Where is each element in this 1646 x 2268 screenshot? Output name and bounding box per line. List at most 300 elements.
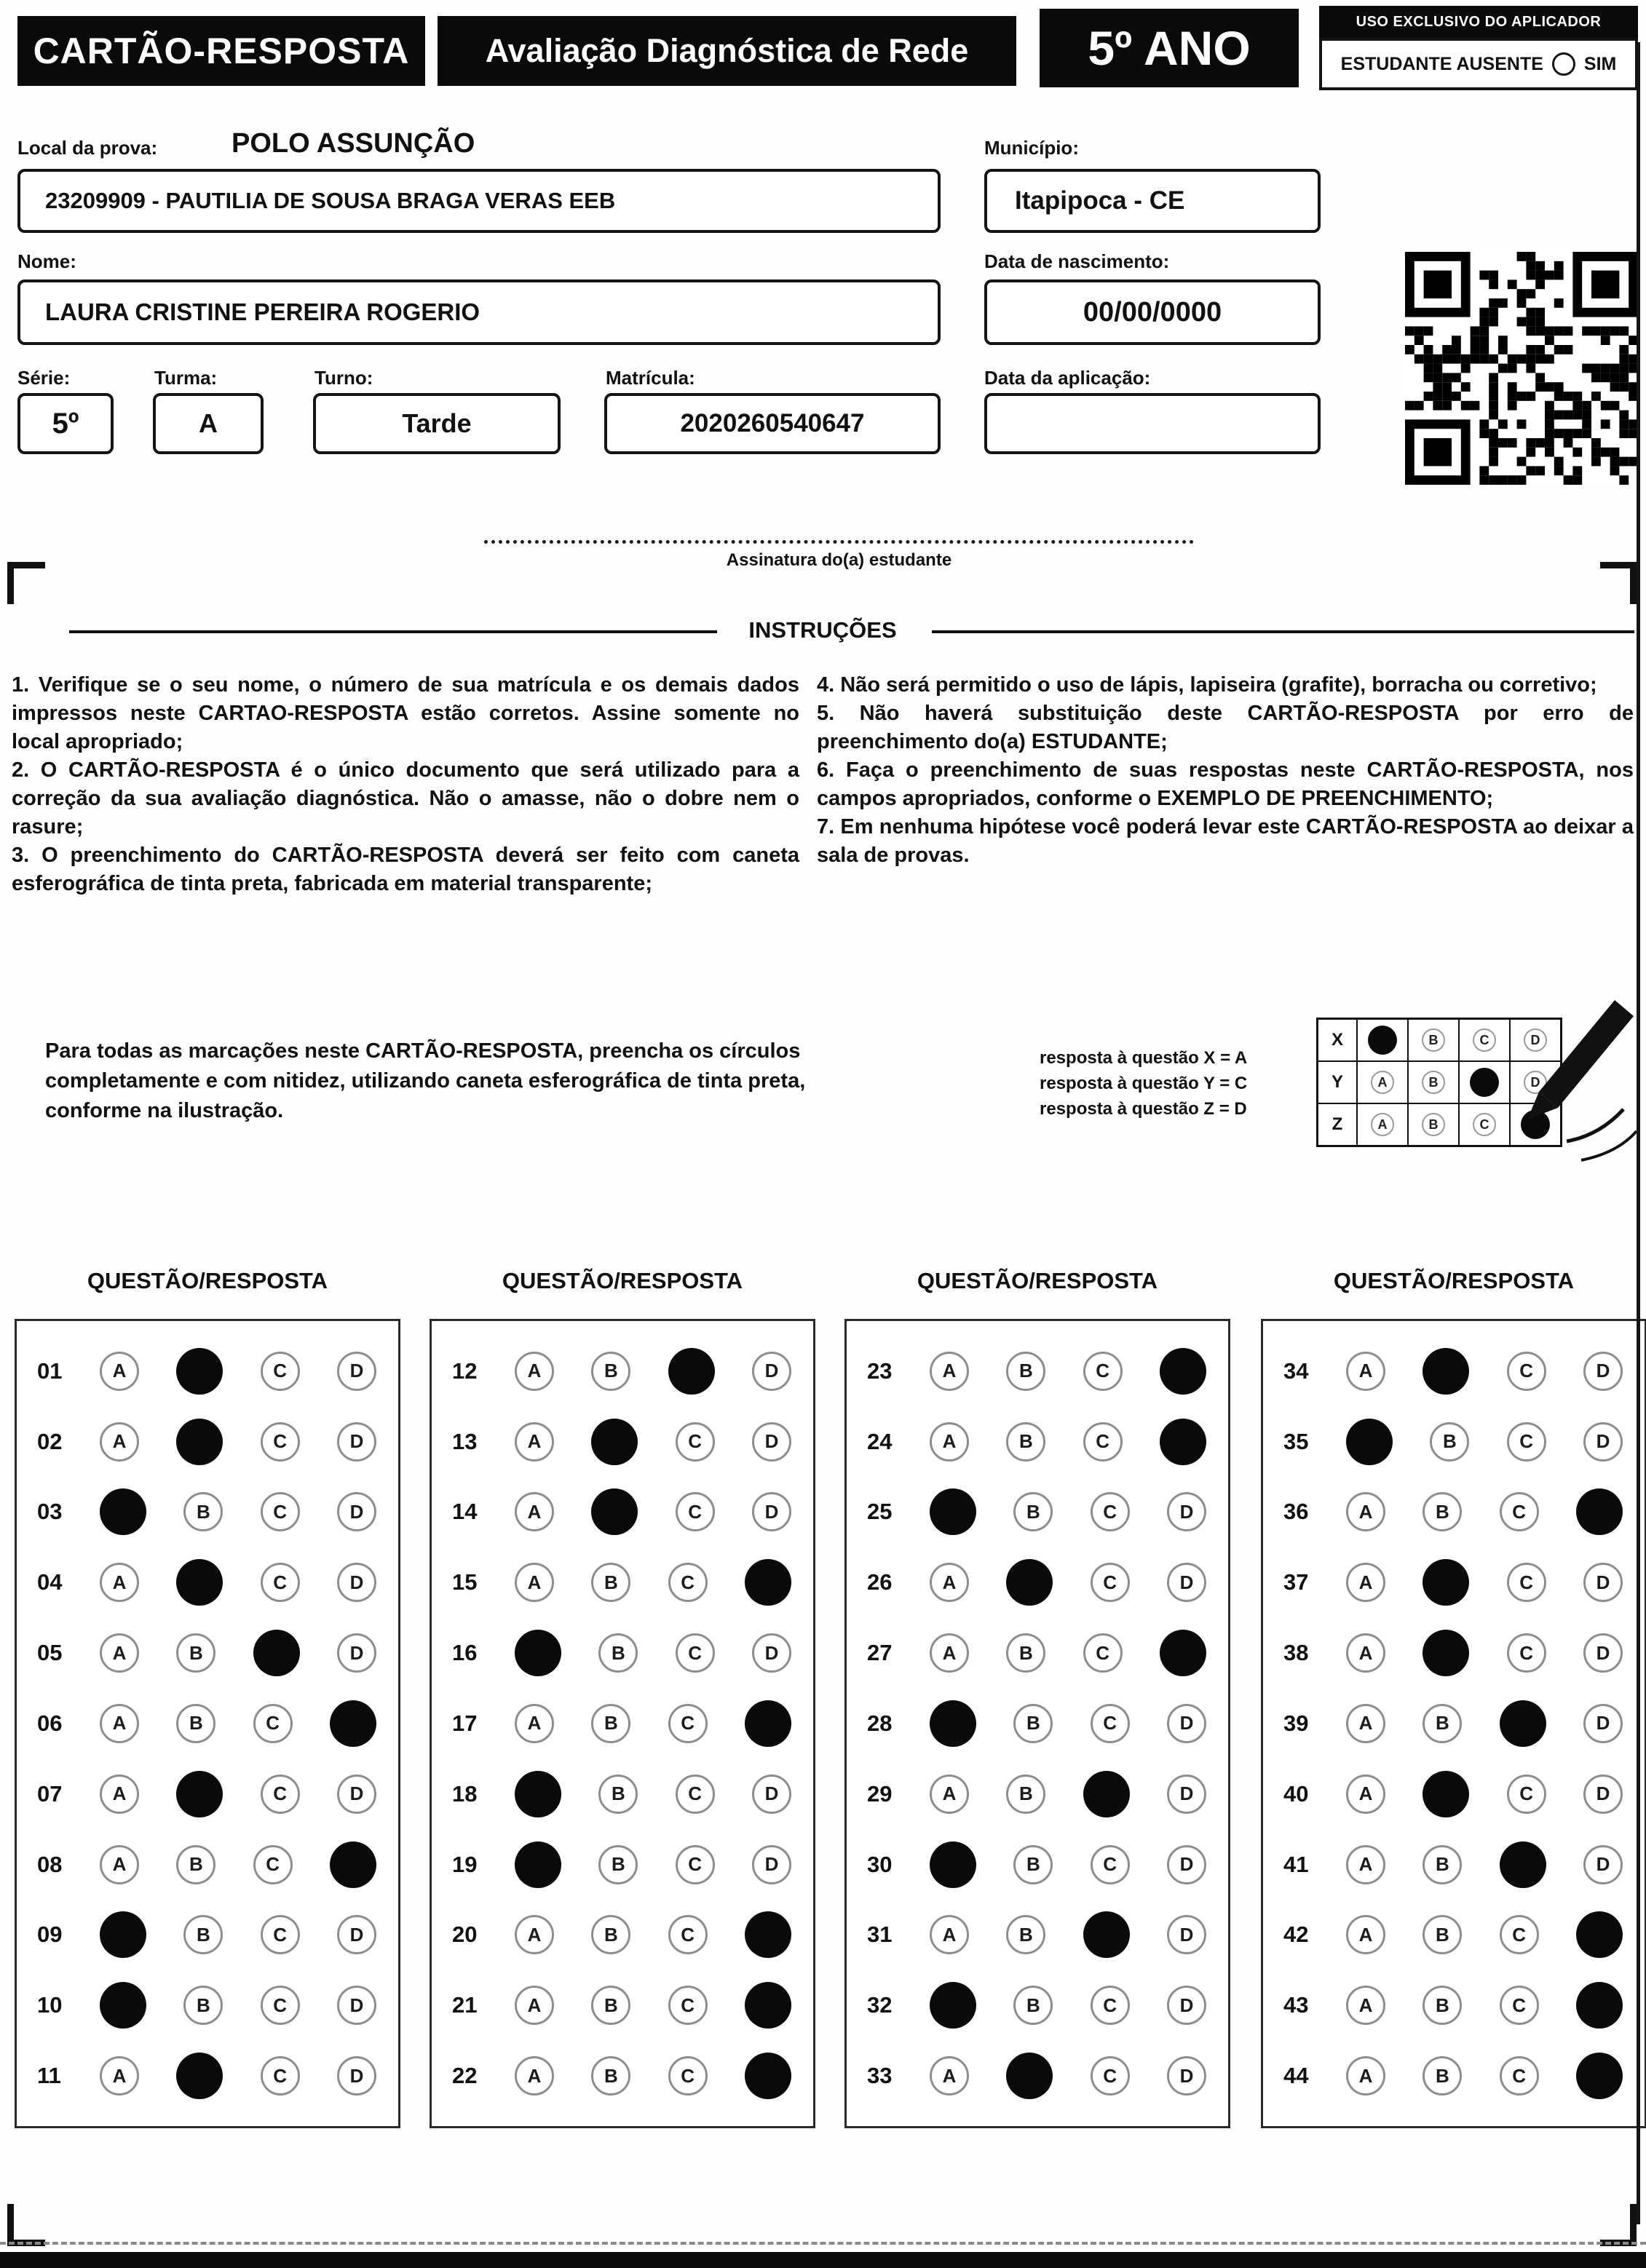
- example-cell-b: [1407, 1104, 1458, 1145]
- bubble-a[interactable]: A: [930, 1633, 969, 1673]
- bubble-a-filled[interactable]: [930, 1700, 976, 1747]
- question-row: [1263, 1559, 1645, 1606]
- bubble-a[interactable]: A: [1346, 1563, 1385, 1602]
- bubble-d[interactable]: D: [752, 1775, 791, 1814]
- crop-mark-bottom-right: [1600, 2204, 1637, 2246]
- option-bubbles: [930, 2053, 1212, 2099]
- question-number: 28: [867, 1710, 893, 1736]
- question-number: 01: [37, 1357, 63, 1384]
- answer-column: [430, 1319, 815, 2128]
- bubble-c[interactable]: C: [1507, 1775, 1546, 1814]
- bubble-c[interactable]: C: [1083, 1633, 1123, 1673]
- bubble-d-filled[interactable]: [745, 1982, 791, 2029]
- bubble-a[interactable]: A: [1346, 1492, 1385, 1531]
- bubble-c[interactable]: C: [261, 1422, 300, 1462]
- bubble-b[interactable]: B: [591, 1563, 630, 1602]
- option-bubbles: [930, 1419, 1212, 1465]
- bubble-c[interactable]: C: [676, 1422, 715, 1462]
- question-number: 39: [1283, 1710, 1309, 1736]
- bubble-d-filled[interactable]: [1576, 2053, 1623, 2099]
- crop-mark-bottom-left: [7, 2204, 45, 2246]
- local-value: POLO ASSUNÇÃO: [232, 128, 475, 159]
- bubble-a-filled[interactable]: [1346, 1419, 1393, 1465]
- bubble-b[interactable]: B: [176, 1704, 215, 1743]
- question-row: [432, 2053, 813, 2099]
- bubble-d[interactable]: D: [1167, 1775, 1206, 1814]
- question-row: [17, 1771, 398, 1817]
- bubble-b-filled[interactable]: [1006, 2053, 1053, 2099]
- question-row: [17, 1559, 398, 1606]
- bubble-b[interactable]: B: [598, 1775, 638, 1814]
- bubble-d-filled[interactable]: [1576, 1488, 1623, 1535]
- answer-column-header: QUESTÃO/RESPOSTA: [502, 1268, 743, 1293]
- student-absent-bubble[interactable]: [1552, 52, 1575, 76]
- bubble-c[interactable]: C: [1500, 2056, 1539, 2095]
- option-bubbles: [515, 1982, 797, 2029]
- bubble-b[interactable]: B: [591, 2056, 630, 2095]
- bubble-a-filled[interactable]: [930, 1982, 976, 2029]
- bubble-d[interactable]: D: [752, 1422, 791, 1462]
- bubble-b[interactable]: B: [1013, 1986, 1053, 2025]
- bubble-b[interactable]: B: [1430, 1422, 1469, 1462]
- bubble-b[interactable]: B: [1013, 1492, 1053, 1531]
- answer-column-header: QUESTÃO/RESPOSTA: [87, 1268, 328, 1293]
- bubble-d[interactable]: D: [1167, 1492, 1206, 1531]
- bubble-d-filled[interactable]: [330, 1841, 376, 1888]
- bubble-c[interactable]: C: [668, 2056, 708, 2095]
- bubble-b-filled[interactable]: [176, 1348, 223, 1395]
- bubble-b[interactable]: B: [1013, 1845, 1053, 1884]
- bubble-d[interactable]: D: [1583, 1352, 1623, 1391]
- bubble-b[interactable]: B: [183, 1492, 223, 1531]
- bubble-d-filled[interactable]: [1160, 1630, 1206, 1676]
- question-row: [847, 1559, 1228, 1606]
- question-number: 17: [452, 1710, 478, 1736]
- bubble-a[interactable]: A: [1346, 2056, 1385, 2095]
- bubble-a[interactable]: A: [515, 1492, 554, 1531]
- bubble-d[interactable]: D: [1167, 1915, 1206, 1954]
- example-label-z: resposta à questão Z = D: [1040, 1099, 1247, 1119]
- question-number: 07: [37, 1780, 63, 1807]
- question-number: 22: [452, 2063, 478, 2089]
- bubble-a[interactable]: A: [515, 1352, 554, 1391]
- bubble-b[interactable]: B: [1423, 1845, 1462, 1884]
- bubble-c[interactable]: C: [1091, 1704, 1130, 1743]
- bubble-b[interactable]: B: [591, 1352, 630, 1391]
- bubble-b[interactable]: B: [1423, 1492, 1462, 1531]
- bubble-c-filled[interactable]: [1083, 1911, 1130, 1958]
- question-number: 19: [452, 1851, 478, 1877]
- bubble-a-filled[interactable]: [515, 1771, 561, 1817]
- bubble-b[interactable]: B: [1423, 2056, 1462, 2095]
- bubble-a[interactable]: A: [515, 1915, 554, 1954]
- bubble-d[interactable]: D: [1583, 1845, 1623, 1884]
- bubble-b-filled[interactable]: [176, 1419, 223, 1465]
- question-number: 16: [452, 1640, 478, 1666]
- bubble-b[interactable]: B: [1006, 1775, 1045, 1814]
- question-row: [847, 1911, 1228, 1958]
- bubble-b[interactable]: B: [591, 1915, 630, 1954]
- question-row: [847, 1771, 1228, 1817]
- question-row: [847, 1700, 1228, 1747]
- turno-field: [313, 393, 561, 454]
- example-option-bubble: A: [1371, 1071, 1394, 1094]
- example-option-bubble: B: [1422, 1028, 1445, 1052]
- bubble-c[interactable]: C: [1507, 1563, 1546, 1602]
- example-row-label: X: [1331, 1030, 1343, 1050]
- applicator-box: [1319, 6, 1638, 90]
- grade-badge: 5º ANO: [1040, 9, 1299, 87]
- bubble-a-filled[interactable]: [100, 1488, 146, 1535]
- question-number: 18: [452, 1780, 478, 1807]
- bubble-d[interactable]: D: [337, 1775, 376, 1814]
- bubble-b-filled[interactable]: [1423, 1630, 1469, 1676]
- bubble-c[interactable]: C: [261, 1915, 300, 1954]
- bubble-b[interactable]: B: [176, 1633, 215, 1673]
- bubble-b[interactable]: B: [1423, 1704, 1462, 1743]
- option-bubbles: [930, 1559, 1212, 1606]
- bubble-d[interactable]: D: [752, 1845, 791, 1884]
- question-number: 25: [867, 1499, 893, 1525]
- bubble-c[interactable]: C: [676, 1492, 715, 1531]
- bubble-b[interactable]: B: [1423, 1986, 1462, 2025]
- answer-column: [844, 1319, 1230, 2128]
- bubble-b[interactable]: B: [1006, 1633, 1045, 1673]
- bubble-d-filled[interactable]: [745, 1700, 791, 1747]
- bubble-d[interactable]: D: [1167, 1845, 1206, 1884]
- signature-line[interactable]: [484, 540, 1194, 544]
- bubble-c[interactable]: C: [668, 1915, 708, 1954]
- bubble-a-filled[interactable]: [515, 1630, 561, 1676]
- example-option-bubble: D: [1524, 1071, 1547, 1094]
- bubble-d[interactable]: D: [337, 1986, 376, 2025]
- bubble-d[interactable]: D: [1167, 1986, 1206, 2025]
- example-row-label: Z: [1332, 1114, 1343, 1134]
- bubble-a[interactable]: A: [515, 1563, 554, 1602]
- bubble-b-filled[interactable]: [591, 1419, 638, 1465]
- bubble-d[interactable]: D: [1167, 2056, 1206, 2095]
- question-number: 14: [452, 1499, 478, 1525]
- bubble-a[interactable]: A: [1346, 1915, 1385, 1954]
- question-number: 24: [867, 1428, 893, 1454]
- aplicacao-field[interactable]: [984, 393, 1321, 454]
- bubble-c-filled[interactable]: [1083, 1771, 1130, 1817]
- question-number: 35: [1283, 1428, 1309, 1454]
- question-number: 41: [1283, 1851, 1309, 1877]
- bubble-d[interactable]: D: [337, 1352, 376, 1391]
- option-bubbles: [1346, 1630, 1629, 1676]
- question-row: [1263, 1771, 1645, 1817]
- question-number: 31: [867, 1922, 893, 1948]
- bubble-a-filled[interactable]: [100, 1911, 146, 1958]
- instruction-item: 1. Verifique se o seu nome, o número de sua matrícula e os demais dados impressos neste CARTAO-RESPOSTA estão corretos. Assine somente no local apropriado;: [12, 673, 799, 753]
- bubble-a[interactable]: A: [1346, 1986, 1385, 2025]
- option-bubbles: [100, 1559, 382, 1606]
- question-row: [432, 1488, 813, 1535]
- option-bubbles: [515, 2053, 797, 2099]
- bubble-b-filled[interactable]: [1423, 1559, 1469, 1606]
- question-number: 40: [1283, 1780, 1309, 1807]
- option-bubbles: [100, 1700, 382, 1747]
- fill-example-text: Para todas as marcações neste CARTÃO-RESPOSTA, preencha os círculos completamente e com nitidez, utilizando caneta esferográfica de tinta preta, conforme na ilustração.: [45, 1039, 806, 1122]
- bubble-d[interactable]: D: [337, 1492, 376, 1531]
- question-number: 32: [867, 1992, 893, 2018]
- option-bubbles: [1346, 1488, 1629, 1535]
- instruction-item: 6. Faça o preenchimento de suas respostas neste CARTÃO-RESPOSTA, nos campos apropriados, conforme o EXEMPLO DE PREENCHIMENTO;: [817, 758, 1634, 810]
- bubble-d[interactable]: D: [1583, 1563, 1623, 1602]
- question-row: [847, 1982, 1228, 2029]
- question-number: 33: [867, 2063, 893, 2089]
- bubble-d-filled[interactable]: [1576, 1911, 1623, 1958]
- question-row: [1263, 2053, 1645, 2099]
- bubble-c[interactable]: C: [253, 1845, 293, 1884]
- bubble-d-filled[interactable]: [745, 1911, 791, 1958]
- bubble-a[interactable]: A: [930, 1563, 969, 1602]
- question-number: 06: [37, 1710, 63, 1736]
- bubble-a[interactable]: A: [100, 1422, 139, 1462]
- bubble-c[interactable]: C: [1500, 1986, 1539, 2025]
- example-option-bubble: B: [1422, 1113, 1445, 1136]
- bubble-d[interactable]: D: [1167, 1563, 1206, 1602]
- signature-label: Assinatura do(a) estudante: [726, 550, 952, 570]
- nome-value: LAURA CRISTINE PEREIRA ROGERIO: [45, 298, 480, 325]
- bubble-c[interactable]: C: [261, 1986, 300, 2025]
- bubble-a[interactable]: A: [100, 1352, 139, 1391]
- bubble-c[interactable]: C: [1500, 1492, 1539, 1531]
- bubble-b[interactable]: B: [1006, 1422, 1045, 1462]
- bubble-d-filled[interactable]: [745, 1559, 791, 1606]
- bubble-a-filled[interactable]: [515, 1841, 561, 1888]
- bubble-c-filled[interactable]: [1500, 1700, 1546, 1747]
- bubble-b[interactable]: B: [598, 1845, 638, 1884]
- bubble-a[interactable]: A: [515, 1986, 554, 2025]
- bubble-c[interactable]: C: [253, 1704, 293, 1743]
- option-bubbles: [515, 1348, 797, 1395]
- bubble-c[interactable]: C: [1091, 1986, 1130, 2025]
- question-number: 02: [37, 1428, 63, 1454]
- bubble-b[interactable]: B: [598, 1633, 638, 1673]
- bubble-a[interactable]: A: [930, 1775, 969, 1814]
- bubble-b[interactable]: B: [1423, 1915, 1462, 1954]
- bubble-d[interactable]: D: [1583, 1775, 1623, 1814]
- bubble-c-filled[interactable]: [668, 1348, 715, 1395]
- nascimento-field: [984, 279, 1321, 345]
- bubble-d[interactable]: D: [1167, 1704, 1206, 1743]
- bubble-d[interactable]: D: [1583, 1633, 1623, 1673]
- bubble-b[interactable]: B: [1006, 1352, 1045, 1391]
- bubble-c[interactable]: C: [1091, 1845, 1130, 1884]
- bubble-d[interactable]: D: [337, 1633, 376, 1673]
- bubble-d[interactable]: D: [337, 1915, 376, 1954]
- instructions-divider-left: [69, 630, 717, 633]
- bubble-d[interactable]: D: [337, 1563, 376, 1602]
- bubble-c[interactable]: C: [1091, 1563, 1130, 1602]
- bubble-b-filled[interactable]: [176, 1559, 223, 1606]
- bubble-a[interactable]: A: [930, 1352, 969, 1391]
- bubble-c[interactable]: C: [1091, 1492, 1130, 1531]
- option-bubbles: [930, 1348, 1212, 1395]
- question-row: [432, 1700, 813, 1747]
- option-bubbles: [1346, 2053, 1629, 2099]
- applicator-exclusive-label: USO EXCLUSIVO DO APLICADOR: [1319, 6, 1638, 38]
- question-number: 37: [1283, 1569, 1309, 1595]
- bubble-b-filled[interactable]: [591, 1488, 638, 1535]
- bubble-b[interactable]: B: [183, 1915, 223, 1954]
- bubble-b[interactable]: B: [183, 1986, 223, 2025]
- bubble-a[interactable]: A: [515, 2056, 554, 2095]
- question-row: [17, 1488, 398, 1535]
- bubble-b-filled[interactable]: [176, 2053, 223, 2099]
- option-bubbles: [515, 1700, 797, 1747]
- example-label-y: resposta à questão Y = C: [1040, 1074, 1248, 1093]
- instructions-right-column: [817, 671, 1634, 870]
- question-row: [432, 1911, 813, 1958]
- example-label-x: resposta à questão X = A: [1040, 1048, 1248, 1068]
- bubble-c[interactable]: C: [1507, 1352, 1546, 1391]
- bubble-a[interactable]: A: [100, 1845, 139, 1884]
- bubble-c[interactable]: C: [261, 1563, 300, 1602]
- bubble-b-filled[interactable]: [1423, 1348, 1469, 1395]
- bubble-c[interactable]: C: [261, 1775, 300, 1814]
- question-row: [1263, 1348, 1645, 1395]
- bubble-c[interactable]: C: [676, 1633, 715, 1673]
- instructions-left-column: [12, 671, 799, 898]
- option-bubbles: [100, 1488, 382, 1535]
- answer-column: [1261, 1319, 1646, 2128]
- nascimento-label: Data de nascimento:: [984, 250, 1170, 272]
- bubble-a[interactable]: A: [1346, 1775, 1385, 1814]
- example-option-bubble: A: [1371, 1113, 1394, 1136]
- bubble-c[interactable]: C: [668, 1986, 708, 2025]
- bubble-b[interactable]: B: [1006, 1915, 1045, 1954]
- example-option-bubble: C: [1473, 1113, 1496, 1136]
- instruction-item: 4. Não será permitido o uso de lápis, lapiseira (grafite), borracha ou corretivo;: [817, 673, 1597, 697]
- example-option-bubble: B: [1422, 1071, 1445, 1094]
- bubble-b-filled[interactable]: [176, 1771, 223, 1817]
- bubble-c[interactable]: C: [1507, 1633, 1546, 1673]
- bubble-a-filled[interactable]: [930, 1488, 976, 1535]
- serie-field: [17, 393, 114, 454]
- question-number: 26: [867, 1569, 893, 1595]
- instruction-item: 2. O CARTÃO-RESPOSTA é o único documento que será utilizado para a correção da sua avaliação diagnóstica. Não o amasse, não o dobre nem o rasure;: [12, 758, 799, 838]
- option-bubbles: [515, 1630, 797, 1676]
- bubble-a[interactable]: A: [100, 2056, 139, 2095]
- bubble-a[interactable]: A: [1346, 1704, 1385, 1743]
- bubble-b[interactable]: B: [1013, 1704, 1053, 1743]
- school-field: [17, 169, 941, 233]
- bubble-a[interactable]: A: [100, 1633, 139, 1673]
- bubble-d-filled[interactable]: [1576, 1982, 1623, 2029]
- bubble-a[interactable]: A: [100, 1704, 139, 1743]
- example-cell-b: [1407, 1020, 1458, 1060]
- bubble-c[interactable]: C: [1083, 1422, 1123, 1462]
- bubble-d[interactable]: D: [337, 2056, 376, 2095]
- example-cell-a: [1356, 1104, 1407, 1145]
- bubble-c-filled[interactable]: [253, 1630, 300, 1676]
- question-row: [1263, 1841, 1645, 1888]
- bubble-d-filled[interactable]: [745, 2053, 791, 2099]
- bubble-d-filled[interactable]: [330, 1700, 376, 1747]
- option-bubbles: [100, 1771, 382, 1817]
- option-bubbles: [1346, 1771, 1629, 1817]
- bubble-c[interactable]: C: [261, 1492, 300, 1531]
- question-number: 12: [452, 1357, 478, 1384]
- serie-label: Série:: [17, 367, 71, 389]
- bubble-d[interactable]: D: [752, 1492, 791, 1531]
- question-number: 43: [1283, 1992, 1309, 2018]
- bubble-d[interactable]: D: [752, 1352, 791, 1391]
- bubble-a[interactable]: A: [930, 2056, 969, 2095]
- turma-field: [153, 393, 264, 454]
- option-bubbles: [930, 1911, 1212, 1958]
- bubble-a[interactable]: A: [1346, 1352, 1385, 1391]
- bubble-d-filled[interactable]: [1160, 1419, 1206, 1465]
- bubble-a[interactable]: A: [100, 1775, 139, 1814]
- instructions-divider-right: [932, 630, 1634, 633]
- bubble-a[interactable]: A: [100, 1563, 139, 1602]
- question-number: 36: [1283, 1499, 1309, 1525]
- bubble-a[interactable]: A: [1346, 1845, 1385, 1884]
- bubble-c[interactable]: C: [1507, 1422, 1546, 1462]
- nascimento-value: 00/00/0000: [1083, 296, 1222, 328]
- bubble-c-filled[interactable]: [1500, 1841, 1546, 1888]
- bubble-a[interactable]: A: [930, 1422, 969, 1462]
- bubble-c[interactable]: C: [676, 1845, 715, 1884]
- bubble-b[interactable]: B: [591, 1704, 630, 1743]
- option-bubbles: [100, 1419, 382, 1465]
- option-bubbles: [515, 1419, 797, 1465]
- bubble-a-filled[interactable]: [930, 1841, 976, 1888]
- question-row: [17, 1841, 398, 1888]
- bubble-b-filled[interactable]: [1006, 1559, 1053, 1606]
- bubble-d[interactable]: D: [1583, 1422, 1623, 1462]
- question-row: [432, 1841, 813, 1888]
- bubble-a-filled[interactable]: [100, 1982, 146, 2029]
- bubble-d[interactable]: D: [1583, 1704, 1623, 1743]
- answer-column-header: QUESTÃO/RESPOSTA: [917, 1268, 1158, 1293]
- option-bubbles: [100, 2053, 382, 2099]
- bubble-d[interactable]: D: [752, 1633, 791, 1673]
- question-row: [847, 1841, 1228, 1888]
- nome-label: Nome:: [17, 250, 76, 272]
- bubble-a[interactable]: A: [1346, 1633, 1385, 1673]
- question-row: [432, 1982, 813, 2029]
- bubble-d[interactable]: D: [337, 1422, 376, 1462]
- instruction-item: 5. Não haverá substituição deste CARTÃO-RESPOSTA por erro de preenchimento do(a) ESTUDANTE;: [817, 702, 1634, 753]
- bubble-a[interactable]: A: [515, 1422, 554, 1462]
- bubble-c[interactable]: C: [261, 1352, 300, 1391]
- bubble-a[interactable]: A: [515, 1704, 554, 1743]
- bubble-c[interactable]: C: [676, 1775, 715, 1814]
- bubble-c[interactable]: C: [668, 1563, 708, 1602]
- bubble-b-filled[interactable]: [1423, 1771, 1469, 1817]
- turno-label: Turno:: [314, 367, 373, 389]
- bubble-b[interactable]: B: [591, 1986, 630, 2025]
- bubble-c[interactable]: C: [1083, 1352, 1123, 1391]
- bubble-d-filled[interactable]: [1160, 1348, 1206, 1395]
- question-number: 11: [37, 2063, 61, 2089]
- example-option-bubble: D: [1524, 1028, 1547, 1052]
- option-bubbles: [930, 1630, 1212, 1676]
- bubble-b[interactable]: B: [176, 1845, 215, 1884]
- bubble-a[interactable]: A: [930, 1915, 969, 1954]
- bubble-c[interactable]: C: [261, 2056, 300, 2095]
- question-number: 23: [867, 1357, 893, 1384]
- bubble-c[interactable]: C: [1091, 2056, 1130, 2095]
- question-row: [17, 1700, 398, 1747]
- bubble-c[interactable]: C: [668, 1704, 708, 1743]
- bubble-c[interactable]: C: [1500, 1915, 1539, 1954]
